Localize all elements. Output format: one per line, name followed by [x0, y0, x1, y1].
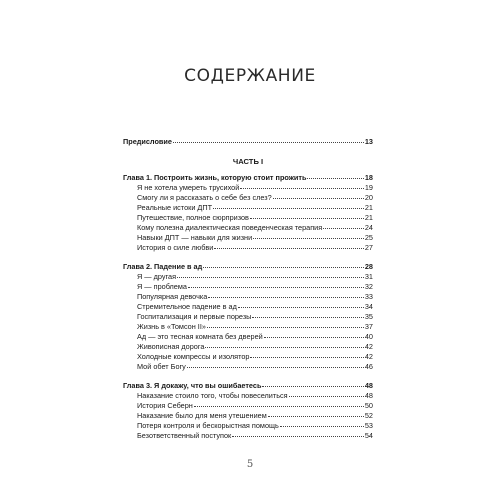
dot-leader: [173, 136, 364, 143]
toc-item: [137, 322, 373, 331]
dot-leader: [289, 390, 364, 397]
dot-leader: [268, 410, 364, 417]
toc-entry-page: 48: [364, 381, 373, 390]
toc-item: [137, 302, 373, 311]
toc-item: [137, 272, 373, 281]
dot-leader: [307, 172, 363, 179]
toc-entry-page: 24: [364, 223, 373, 232]
dot-leader: [262, 380, 363, 387]
dot-leader: [280, 420, 364, 427]
toc-entry-page: 32: [364, 282, 373, 291]
page-number: 5: [246, 459, 254, 470]
dot-leader: [177, 271, 364, 278]
toc-entry-label: История Себерн: [137, 401, 193, 410]
toc-entry-page: 42: [364, 342, 373, 351]
toc-entry-page: 27: [364, 243, 373, 252]
toc-entry-page: 35: [364, 312, 373, 321]
toc-item: [137, 431, 373, 440]
toc-chapter: [123, 381, 373, 390]
toc-item: [137, 411, 373, 420]
toc-entry-label: Госпитализация и первые порезы: [137, 312, 252, 321]
toc-entry-page: 46: [364, 362, 373, 371]
toc-entry-label: Я — другая: [137, 272, 177, 281]
toc-entry-label: Потеря контроля и бескорыстная помощь: [137, 421, 279, 430]
dot-leader: [252, 311, 363, 318]
dot-leader: [238, 301, 364, 308]
toc-entry-label: Стремительное падение в ад: [137, 302, 237, 311]
toc-entry-page: 33: [364, 292, 373, 301]
toc-entry-page: 34: [364, 302, 373, 311]
toc-entry-label: Предисловие: [123, 137, 172, 146]
toc-item: [137, 312, 373, 321]
toc-item: [137, 233, 373, 242]
toc-chapter: [123, 173, 373, 182]
toc-entry-label: Наказание стоило того, чтобы повеселиться: [137, 391, 288, 400]
toc-entry-page: 53: [364, 421, 373, 430]
toc-entry-label: Я не хотела умереть трусихой: [137, 183, 240, 192]
toc-entry-page: 18: [364, 173, 373, 182]
toc-entry-page: 37: [364, 322, 373, 331]
toc-entry-page: 25: [364, 233, 373, 242]
toc-entry-label: Глава 2. Падение в ад: [123, 262, 203, 271]
toc-item: [137, 193, 373, 202]
dot-leader: [203, 261, 364, 268]
toc-item: [137, 332, 373, 341]
toc-entry-label: Путешествие, полное сюрпризов: [137, 213, 249, 222]
toc-entry-page: 52: [364, 411, 373, 420]
toc-entry-page: 42: [364, 352, 373, 361]
toc-entry-label: Безответственный поступок: [137, 431, 232, 440]
dot-leader: [232, 430, 364, 437]
dot-leader: [253, 232, 364, 239]
dot-leader: [264, 331, 364, 338]
dot-leader: [205, 341, 363, 348]
toc-item: [137, 352, 373, 361]
toc-entry-label: Смогу ли я рассказать о себе без слез?: [137, 193, 272, 202]
dot-leader: [208, 291, 364, 298]
toc-item: [137, 292, 373, 301]
toc-entry-page: 54: [364, 431, 373, 440]
toc-entry-page: 21: [364, 203, 373, 212]
toc-entry-label: Жизнь в «Томсон II»: [137, 322, 206, 331]
toc-item: [137, 342, 373, 351]
toc-entry-label: Живописная дорога: [137, 342, 205, 351]
toc-item: [137, 213, 373, 222]
dot-leader: [214, 242, 364, 249]
toc-entry-label: Холодные компрессы и изолятор: [137, 352, 250, 361]
toc-item: [137, 391, 373, 400]
dot-leader: [273, 192, 364, 199]
dot-leader: [187, 361, 364, 368]
toc-item: [137, 421, 373, 430]
toc-entry-page: 48: [364, 391, 373, 400]
toc-entry-page: 19: [364, 183, 373, 192]
page-title: СОДЕРЖАНИЕ: [184, 66, 316, 86]
dot-leader: [323, 222, 364, 229]
dot-leader: [240, 182, 364, 189]
toc-item: [137, 183, 373, 192]
toc-entry-label: Ад — это тесная комната без дверей: [137, 332, 263, 341]
toc-entry-label: Глава 3. Я докажу, что вы ошибаетесь: [123, 381, 262, 390]
toc-entry-label: Глава 1. Построить жизнь, которую стоит прожить: [123, 173, 307, 182]
dot-leader: [194, 400, 364, 407]
toc-entry-page: 28: [364, 262, 373, 271]
toc-item: [137, 401, 373, 410]
toc-entry-label: Популярная девочка: [137, 292, 208, 301]
toc-entry-page: 40: [364, 332, 373, 341]
toc-item: [137, 362, 373, 371]
toc-item: [137, 203, 373, 212]
toc-entry-page: 13: [364, 137, 373, 146]
toc-entry-page: 50: [364, 401, 373, 410]
toc-entry-page: 21: [364, 213, 373, 222]
toc-entry-label: История о силе любви: [137, 243, 214, 252]
toc-entry-label: Кому полезна диалектическая поведенческая терапия: [137, 223, 323, 232]
toc-item: [137, 243, 373, 252]
dot-leader: [250, 212, 364, 219]
dot-leader: [250, 351, 363, 358]
toc-item: [137, 282, 373, 291]
toc-entry-label: Я — проблема: [137, 282, 187, 291]
dot-leader: [213, 202, 364, 209]
toc-chapter: [123, 262, 373, 271]
toc-entry-label: Навыки ДПТ — навыки для жизни: [137, 233, 253, 242]
toc-entry-page: 31: [364, 272, 373, 281]
toc-entry-label: Мой обет Богу: [137, 362, 186, 371]
toc-entry-page: 20: [364, 193, 373, 202]
toc-entry-label: Наказание было для меня утешением: [137, 411, 267, 420]
dot-leader: [207, 321, 364, 328]
dot-leader: [188, 281, 364, 288]
toc-preface: [123, 137, 373, 146]
part-heading: ЧАСТЬ I: [232, 157, 264, 166]
toc-entry-label: Реальные истоки ДПТ: [137, 203, 213, 212]
toc-item: [137, 223, 373, 232]
